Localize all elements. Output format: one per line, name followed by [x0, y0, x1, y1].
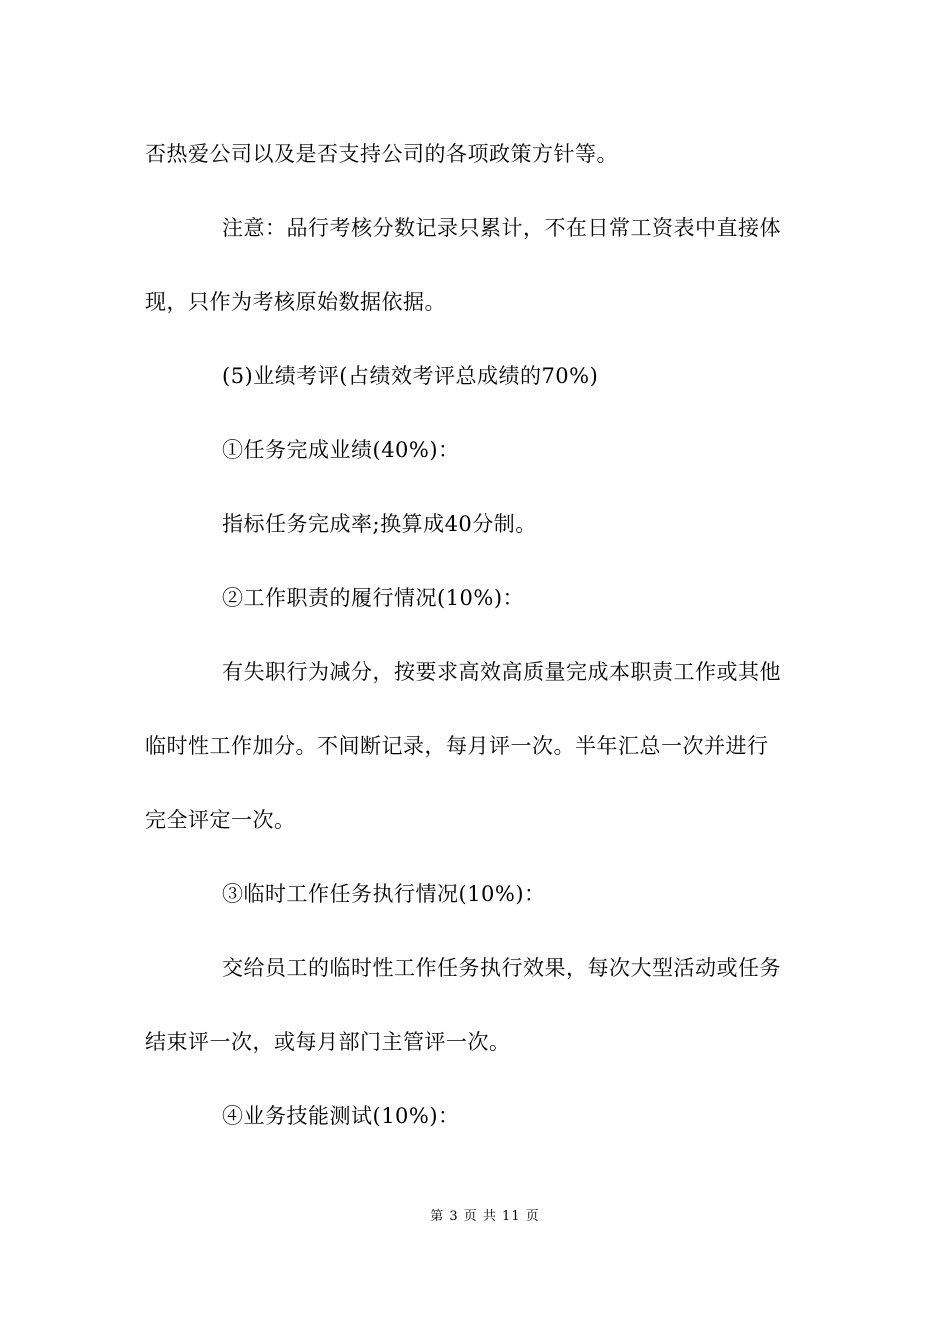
- paragraph-line-note-cont: 现，只作为考核原始数据依据。: [145, 290, 446, 314]
- item-heading-skill-test: ④业务技能测试(10%)：: [222, 1104, 460, 1128]
- paragraph-line-temp-1: 交给员工的临时性工作任务执行效果，每次大型活动或任务: [222, 956, 781, 980]
- paragraph-line-temp-2: 结束评一次，或每月部门主管评一次。: [145, 1030, 511, 1054]
- item-heading-temp-task: ③临时工作任务执行情况(10%)：: [222, 882, 546, 906]
- paragraph-line-task-rate: 指标任务完成率;换算成40分制。: [222, 512, 537, 536]
- section-heading-performance: (5)业绩考评(占绩效考评总成绩的70%): [222, 364, 599, 388]
- item-heading-duty: ②工作职责的履行情况(10%)：: [222, 586, 525, 610]
- paragraph-line-duty-2: 临时性工作加分。不间断记录，每月评一次。半年汇总一次并进行: [145, 734, 769, 758]
- page-footer: 第 3 页 共 11 页: [430, 1209, 540, 1224]
- item-heading-task-completion: ①任务完成业绩(40%)：: [222, 438, 460, 462]
- paragraph-line-continuation: 否热爱公司以及是否支持公司的各项政策方针等。: [145, 142, 618, 166]
- paragraph-line-duty-3: 完全评定一次。: [145, 808, 296, 832]
- paragraph-line-duty-1: 有失职行为减分，按要求高效高质量完成本职责工作或其他: [222, 660, 781, 684]
- paragraph-line-note: 注意：品行考核分数记录只累计，不在日常工资表中直接体: [222, 216, 781, 240]
